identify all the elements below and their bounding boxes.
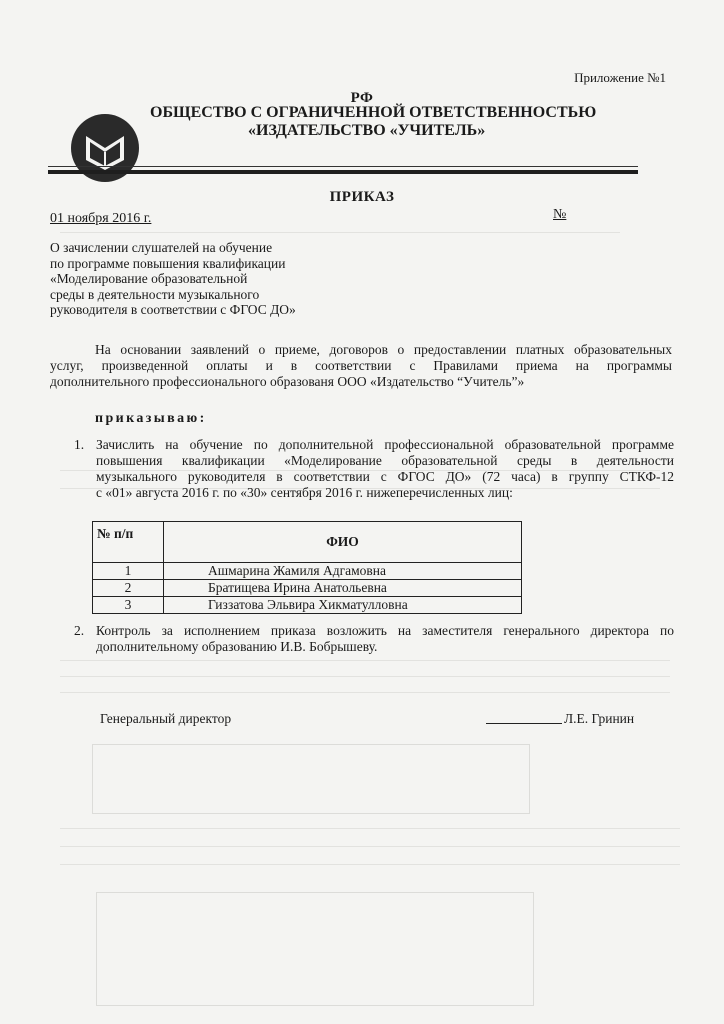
item-line: дополнительному образованию И.В. Бобрышеву. xyxy=(96,639,378,654)
show-through-mark xyxy=(60,660,670,661)
show-through-mark xyxy=(60,864,680,865)
order-title: ПРИКАЗ xyxy=(329,189,395,205)
row-fio: Гиззатова Эльвира Хикматулловна xyxy=(164,597,522,614)
item-number: 2. xyxy=(74,623,85,638)
show-through-mark xyxy=(60,692,670,693)
order-subject xyxy=(50,240,296,318)
show-through-mark xyxy=(60,676,670,677)
basis-line: дополнительного профессионального образованя ООО «Издательство “Учитель”» xyxy=(50,374,525,389)
subject-line: «Моделирование образовательной xyxy=(50,271,248,286)
table-row xyxy=(93,580,522,597)
row-number: 1 xyxy=(93,563,164,580)
show-through-table xyxy=(92,744,530,814)
show-through-table xyxy=(96,892,534,1006)
basis-line: услуг, произведенной оплаты и в соответствии с Правилами приема на программы xyxy=(50,358,672,373)
org-name-line2: «ИЗДАТЕЛЬСТВО «УЧИТЕЛЬ» xyxy=(248,122,486,139)
order-number-label: № xyxy=(553,207,567,222)
row-fio: Ашмарина Жамиля Адгамовна xyxy=(164,563,522,580)
subject-line: руководителя в соответствии с ФГОС ДО» xyxy=(50,302,296,317)
table-header-row xyxy=(93,522,522,563)
column-header-fio: ФИО xyxy=(164,522,522,563)
show-through-mark xyxy=(60,232,620,233)
header-divider-thin xyxy=(48,166,638,167)
order-date: 01 ноября 2016 г. xyxy=(50,211,152,226)
header-divider-thick xyxy=(48,170,638,174)
signatory-name: Л.Е. Гринин xyxy=(564,711,635,726)
org-name-line1: ОБЩЕСТВО С ОГРАНИЧЕННОЙ ОТВЕТСТВЕННОСТЬЮ xyxy=(150,104,597,121)
item-line: с «01» августа 2016 г. по «30» сентября 2016 г. нижеперечисленных лиц: xyxy=(96,485,513,500)
item-line: Зачислить на обучение по дополнительной профессиональной образовательной программе xyxy=(96,437,674,452)
signatory-title: Генеральный директор xyxy=(100,711,232,726)
subject-line: О зачислении слушателей на обучение xyxy=(50,240,273,255)
item-line: Контроль за исполнением приказа возложить на заместителя генерального директора по xyxy=(96,623,674,638)
table-row xyxy=(93,563,522,580)
country-heading: РФ xyxy=(350,90,374,106)
item-line: музыкального руководителя в соответствии с ФГОС ДО» (72 часа) в группу СТКФ-12 xyxy=(96,469,674,484)
order-directive: приказываю: xyxy=(95,411,207,426)
signature-line xyxy=(486,723,562,724)
subject-line: среды в деятельности музыкального xyxy=(50,286,260,302)
students-table xyxy=(92,521,522,614)
subject-line: по программе повышения квалификации xyxy=(50,255,286,271)
appendix-label: Приложение №1 xyxy=(574,70,666,85)
basis-paragraph xyxy=(50,342,672,390)
row-number: 2 xyxy=(93,580,164,597)
basis-line: На основании заявлений о приеме, договоров о предоставлении платных образовательных xyxy=(95,342,672,357)
row-fio: Братищева Ирина Анатольевна xyxy=(164,580,522,597)
column-header-number: № п/п xyxy=(93,522,164,563)
item-number: 1. xyxy=(74,437,85,452)
table-row xyxy=(93,597,522,614)
show-through-mark xyxy=(60,846,680,847)
show-through-mark xyxy=(60,828,680,829)
row-number: 3 xyxy=(93,597,164,614)
item-line: повышения квалификации «Моделирование образовательной среды в деятельности xyxy=(96,453,674,468)
